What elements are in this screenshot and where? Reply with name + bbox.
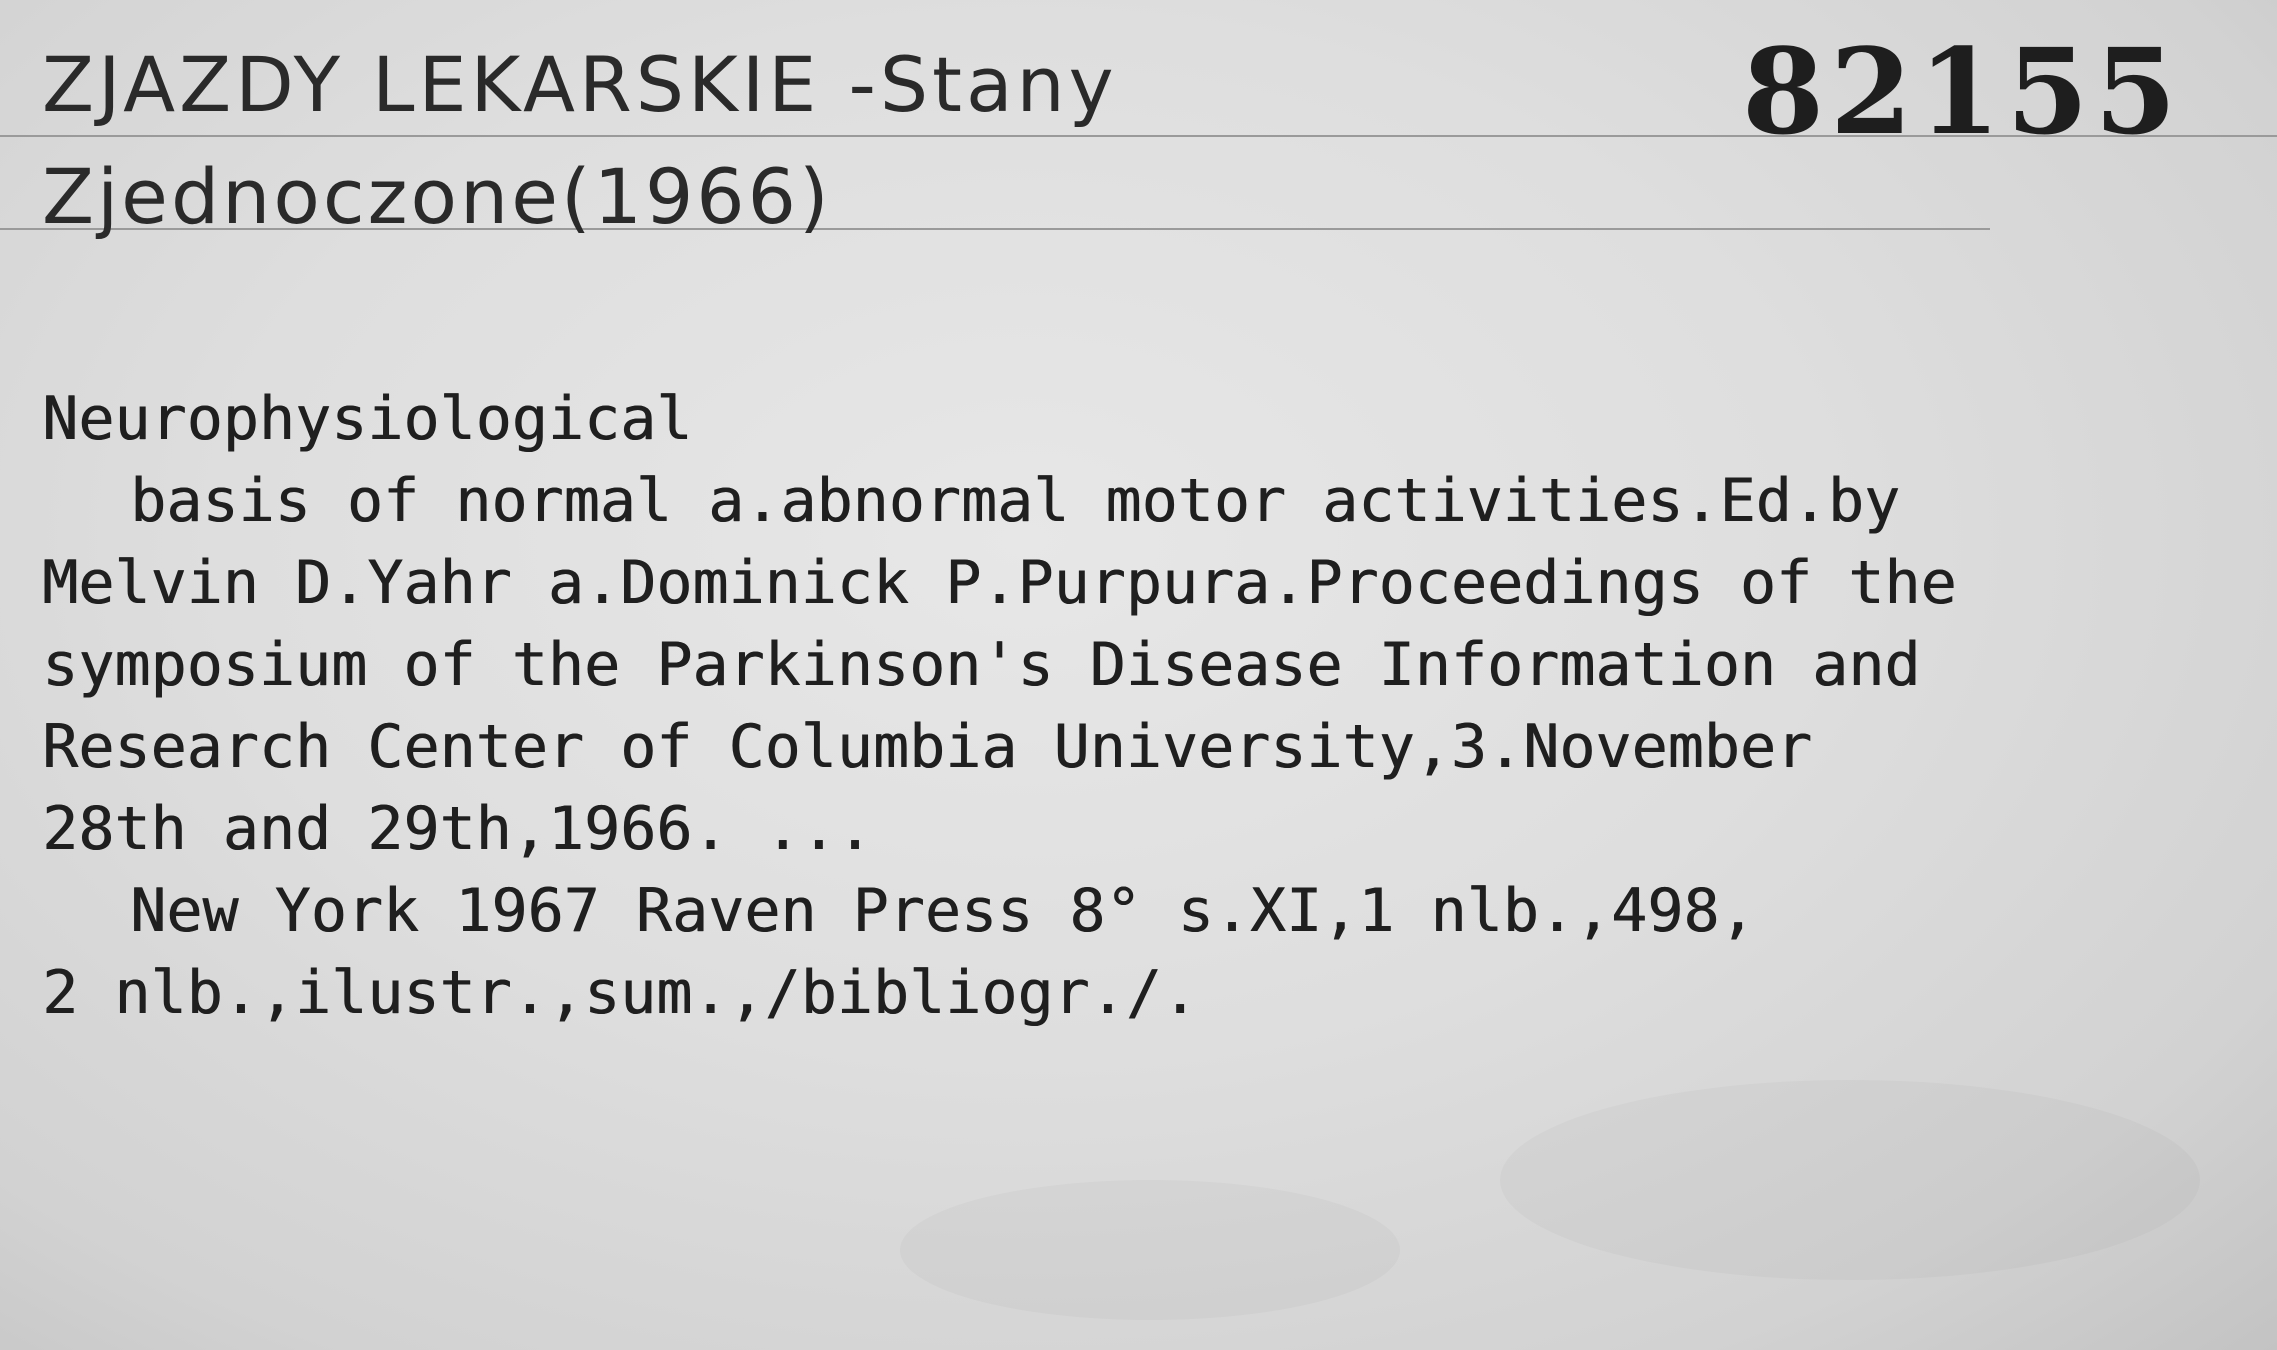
title-word: Neurophysiological [42,384,693,454]
description-line: basis of normal a.abnormal motor activities.Ed.by [130,466,1901,536]
description-line: symposium of the Parkinson's Disease Information and [42,630,1921,700]
collation-line: 2 nlb.,ilustr.,sum.,/bibliogr./. [42,958,1198,1028]
subject-heading-line-2: Zjednoczone(1966) [42,152,832,241]
description-line: Melvin D.Yahr a.Dominick P.Purpura.Proceedings of the [42,548,1957,618]
description-line: 28th and 29th,1966. ... [42,794,873,864]
imprint-line: New York 1967 Raven Press 8° s.XI,1 nlb.,498, [130,876,1756,946]
paper-stain [900,1180,1400,1320]
description-line: Research Center of Columbia University,3.November [42,712,1813,782]
call-number: 82155 [1742,22,2183,161]
paper-stain [1500,1080,2200,1280]
subject-heading-line-1: ZJAZDY LEKARSKIE -Stany [42,40,1118,129]
